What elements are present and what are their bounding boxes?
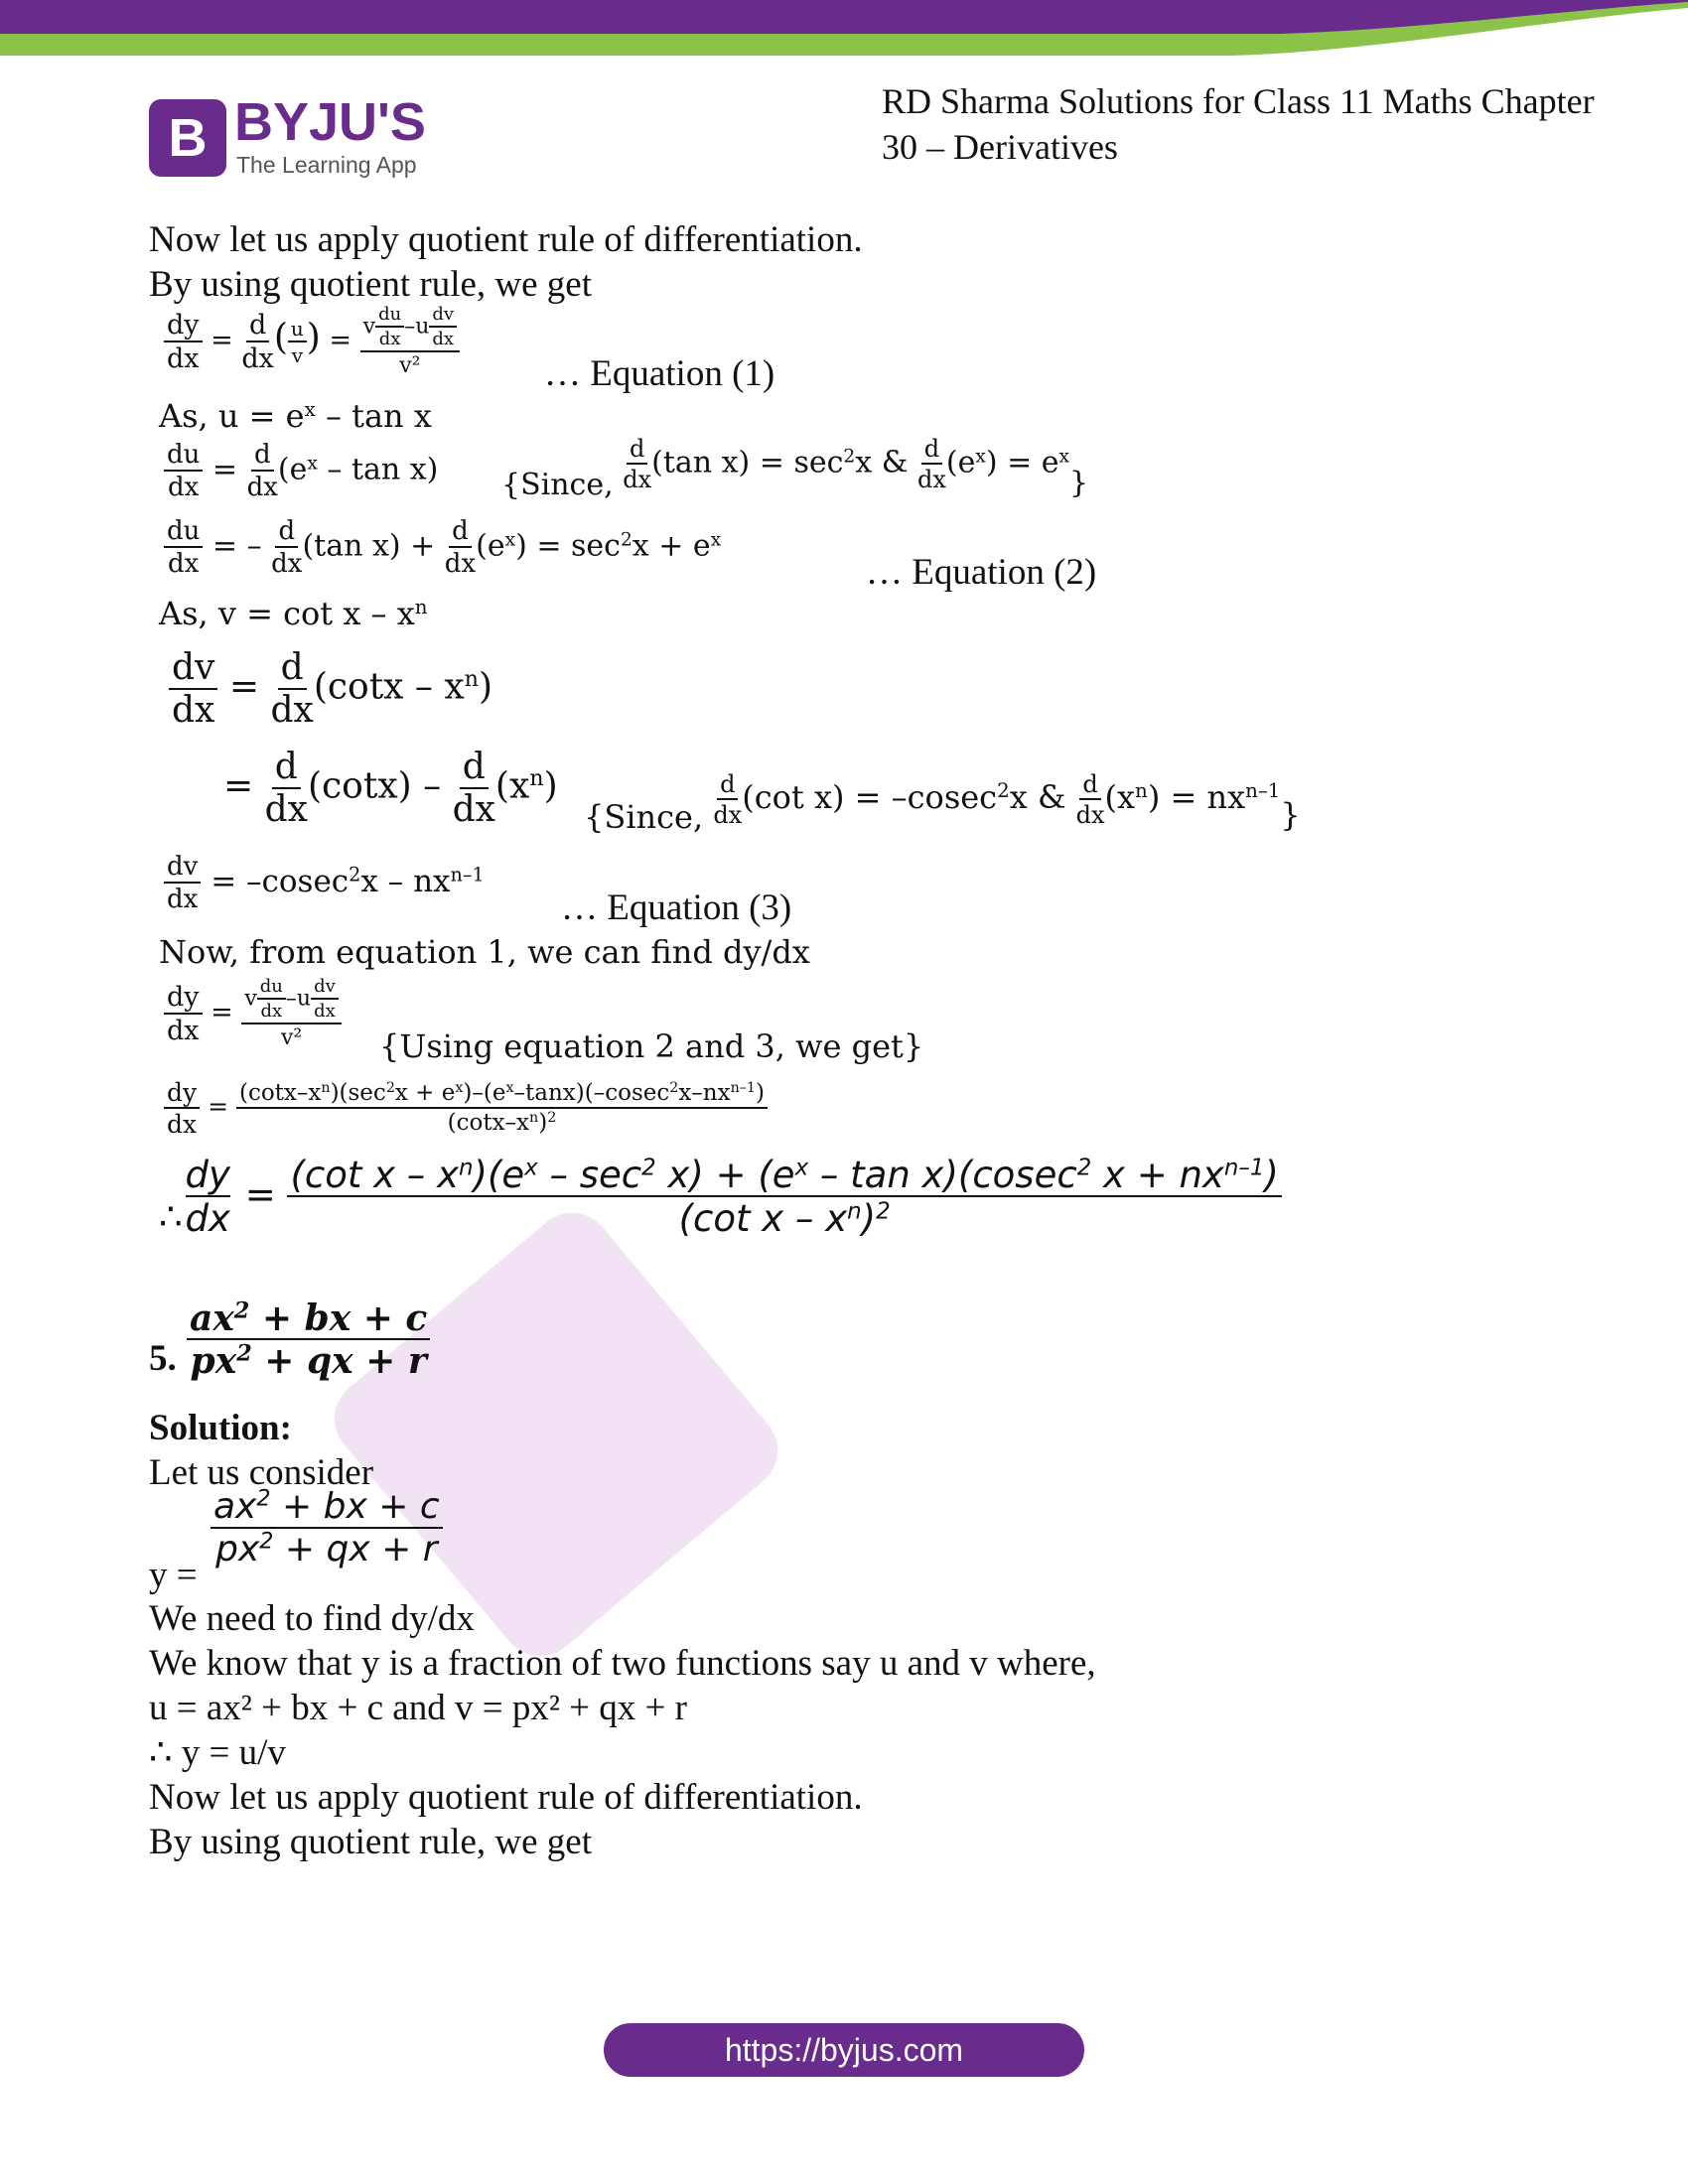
para-using-rule-2: By using quotient rule, we get — [149, 1822, 592, 1862]
need-find: We need to find dy/dx — [149, 1598, 475, 1639]
page-title-line1: RD Sharma Solutions for Class 11 Maths Chapter — [882, 81, 1595, 121]
brand-tagline: The Learning App — [236, 152, 417, 178]
du-dx-line: $\frac{du}{dx}$ = $\frac{d}{dx}$ ($e^x$ – tan x) — [164, 442, 438, 500]
para-quotient-rule: Now let us apply quotient rule of differentiation. — [149, 219, 863, 260]
since-1: {Since, $\frac{d}{dx}$ (tan $x) = \sec^2x$ & $\frac{d}{dx}$ $(e^x) = e^x$} — [501, 435, 1089, 502]
equation-3-label: … Equation (3) — [561, 887, 792, 928]
as-u-line — [159, 397, 432, 435]
as-u-tail: – tan x — [315, 397, 432, 435]
know-that: We know that y is a fraction of two functions say u and v where, — [149, 1643, 1096, 1684]
y-expression: $\frac{ax^2 + bx + c}{px^2 + qx + r}$ — [211, 1489, 443, 1568]
as-u-sup: x — [304, 398, 316, 422]
now-from-eq1: Now, from equation 1, we can find dy/dx — [159, 933, 810, 971]
footer-url[interactable]: https://byjus.com — [724, 2032, 964, 2068]
equation-1-label: … Equation (1) — [544, 353, 775, 394]
question-5-expression: $\frac{ax^2 + bx + c}{px^2 + qx + r}$ — [187, 1300, 430, 1379]
as-u-text: As, u = e — [159, 397, 305, 435]
page-title-line2: 30 – Derivatives — [882, 127, 1118, 167]
dy-dx-substituted: $\frac{dy}{dx}$ = $\frac{(\cot x-x^n)(\sec^2x + e^x)-(e^x-\tan x)(-cosec^2x-nx^{n-1})}{(\cot x-x^n)^2}$ — [164, 1080, 768, 1137]
para-using-rule: By using quotient rule, we get — [149, 264, 592, 305]
header-band — [0, 0, 1688, 69]
footer-url-pill[interactable] — [604, 2023, 1084, 2077]
equation-2-label: … Equation (2) — [866, 552, 1097, 593]
dy-dx-formula: $\frac{dy}{dx}$ = v $\frac{du}{dx}$ –u $\frac{dv}{dx}$ v² — [164, 978, 342, 1049]
equation-1: $\frac{dy}{dx}$ = $\frac{d}{dx}$ ( $\frac{u}{v}$ ) = v $\frac{du}{dx}$ –u $\frac{dv}{dx}$ v² — [164, 306, 460, 377]
question-5-number: 5. — [149, 1338, 177, 1379]
since-1-label: {Since, — [501, 467, 614, 502]
para-quotient-rule-2: Now let us apply quotient rule of differentiation. — [149, 1777, 863, 1818]
logo-mark: B — [149, 99, 226, 177]
dv-dx-result: $\frac{dv}{dx}$ = $-cosec^2x - nx^{n-1}$ — [164, 854, 485, 912]
since-2-label: {Since, — [584, 798, 704, 836]
since-2: {Since, $\frac{d}{dx}$ (cot x) = –cosec$^2$x & $\frac{d}{dx}$ $(x^n) = nx^{n-1}$} — [584, 770, 1301, 836]
dv-dx-expand: = $\frac{d}{dx}$ (cotx) – $\frac{d}{dx}$ $(x^n)$ — [223, 747, 558, 830]
y-equals-u-over-v: ∴ y = u/v — [149, 1732, 286, 1773]
as-v-text: As, v = cot x – x — [159, 595, 415, 632]
final-result: ∴ $\frac{dy}{dx}$ = $\frac{(\cot x - x^n)(e^x - \sec^2 x) + (e^x - \tan x)(cosec^2 x + nx^{n-1})}{(\cot x - x^n)^2}$ — [159, 1157, 1282, 1237]
dv-dx-line: $\frac{dv}{dx}$ = $\frac{d}{dx}$ $(\cot x - x^n)$ — [169, 650, 492, 729]
let-us-consider: Let us consider — [149, 1452, 374, 1493]
using-eq-2-3: {Using equation 2 and 3, we get} — [379, 1027, 924, 1065]
as-v-line — [159, 595, 428, 632]
brand-name: BYJU'S — [234, 92, 426, 152]
uv-definition: u = ax² + bx + c and v = px² + qx + r — [149, 1688, 687, 1728]
byjus-logo — [149, 92, 447, 181]
as-v-sup: n — [414, 596, 428, 619]
solution-label: Solution: — [149, 1408, 292, 1448]
y-equals: y = — [149, 1555, 198, 1595]
du-dx-result: $\frac{du}{dx}$ = – $\frac{d}{dx}$ (tan x) + $\frac{d}{dx}$ $(e^x) = \sec^2x + e^x$ — [164, 518, 721, 577]
